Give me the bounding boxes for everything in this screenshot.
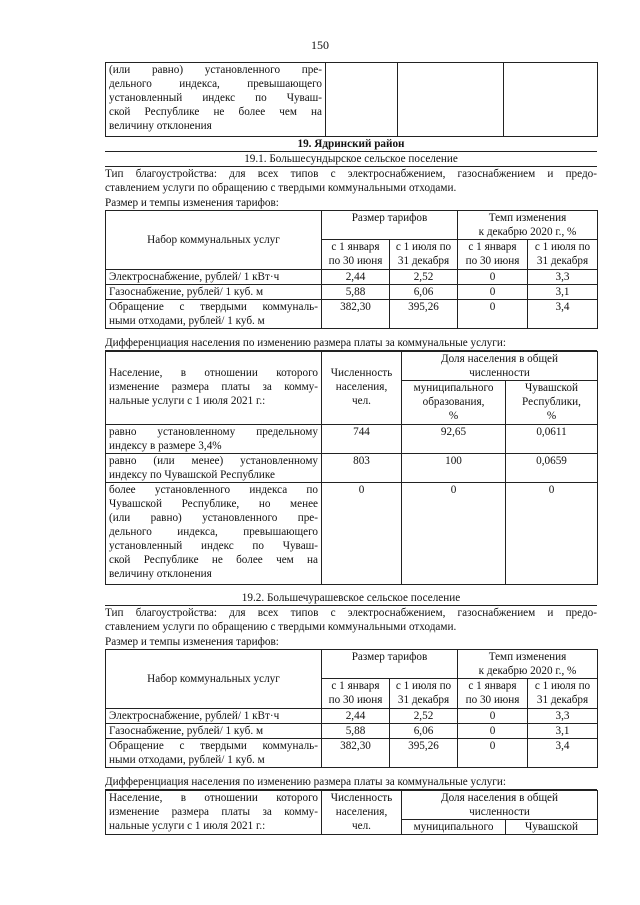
rate-header-line: Темп изменения [488,651,567,663]
settlement-type-text [105,606,597,634]
header-line: чел. [352,820,371,832]
table-row [106,270,598,285]
header-line: Численность [330,367,393,379]
header-line: нальные услуги с 1 июля 2021 г.: [109,820,266,832]
diff-caption: Дифференциация населения по изменению размера платы за коммунальные услуги: [105,775,597,790]
group-line: равно (или менее) установленному [109,455,318,467]
sub-line: 31 декабря [536,694,589,706]
sub-line: с 1 января [331,680,380,692]
tariff-caption: Размер и темпы изменения тарифов: [105,636,279,648]
header-line: численности [469,806,530,818]
sub-line: с 1 января [468,680,517,692]
group-line: величину отклонения [109,568,212,580]
value-cell: 3,3 [528,270,598,285]
sub-header [322,240,390,270]
group-line: индексу по Чувашской Республике [109,469,275,481]
republic-share-cell: 0,0659 [506,454,598,483]
group-line: Чувашской Республике, но менее [109,498,318,510]
settlement-title: 19.2. Большечурашевское сельское поселение [105,591,597,606]
value-cell: 6,06 [390,285,458,300]
empty-cell [326,63,398,137]
value-cell: 2,52 [390,270,458,285]
group-line: более установленного индекса по [109,484,318,496]
value-cell: 382,30 [322,300,390,329]
empty-cell [398,63,504,137]
count-cell: 0 [322,483,402,585]
sub-line: с 1 июля по [395,680,452,692]
sub-line: 31 декабря [397,255,450,267]
group-line: (или равно) установленного пре- [109,512,318,524]
service-header: Набор коммунальных услуг [106,650,322,709]
population-header [106,791,322,835]
group-line: дельного индекса, превышающего [109,526,318,538]
sub-line: 31 декабря [536,255,589,267]
type-line: Тип благоустройства: для всех типов с электроснабжением, газоснабжением и предо- [105,168,597,180]
fragment-line: (или равно) установленного пре- [109,64,322,76]
municipal-header [402,820,506,835]
republic-share-cell: 0 [506,483,598,585]
type-line: ставлением услуги по обращению с твердыми коммунальными отходами. [105,182,457,194]
tariff-table [105,649,598,768]
count-header [322,791,402,835]
service-line: ными отходами, рублей/ 1 куб. м [109,754,265,766]
district-title: 19. Ядринский район [105,137,597,152]
top-fragment-text [106,63,326,137]
population-group [106,454,322,483]
sub-line: по 30 июня [465,694,520,706]
republic-header [506,381,598,425]
header-line: изменение размера платы за комму- [109,806,318,818]
value-cell: 5,88 [322,285,390,300]
tariff-caption: Размер и темпы изменения тарифов: [105,197,279,209]
value-cell: 0 [458,285,528,300]
size-header: Размер тарифов [322,211,458,240]
header-line: муниципального [413,821,494,833]
population-group [106,483,322,585]
count-header [322,352,402,425]
value-cell: 3,4 [528,739,598,768]
settlement-title: 19.1. Большесундырское сельское поселение [105,152,597,167]
value-cell: 382,30 [322,739,390,768]
header-line: Доля населения в общей [440,353,559,365]
value-cell: 2,52 [390,709,458,724]
service-name [106,739,322,768]
value-cell: 0 [458,270,528,285]
sub-line: с 1 июля по [534,680,591,692]
header-line: Численность [330,792,393,804]
sub-header [458,240,528,270]
page-number: 150 [311,38,329,52]
header-line: изменение размера платы за комму- [109,381,318,393]
population-group [106,425,322,454]
header-line: Население, в отношении которого [109,367,318,379]
tariff-table [105,210,598,329]
municipal-share-cell: 0 [402,483,506,585]
table-row [106,483,598,585]
value-cell: 0 [458,300,528,329]
header-line: населения, [335,381,388,393]
group-line: установленный индекс по Чуваш- [109,540,318,552]
value-cell: 5,88 [322,724,390,739]
count-cell: 744 [322,425,402,454]
header-line: муниципального [413,382,494,394]
table-row [106,454,598,483]
header-line: Республики, [522,396,581,408]
value-cell: 3,3 [528,709,598,724]
value-cell: 0 [458,739,528,768]
count-cell: 803 [322,454,402,483]
header-line: Чувашской [525,382,578,394]
header-line: Доля населения в общей [440,792,559,804]
service-name: Электроснабжение, рублей/ 1 кВт·ч [106,709,322,724]
sub-header [528,679,598,709]
sub-header [528,240,598,270]
sub-line: по 30 июня [328,255,383,267]
municipal-header [402,381,506,425]
sub-line: с 1 июля по [395,241,452,253]
republic-header [506,820,598,835]
table-row [106,300,598,329]
group-line: равно установленному предельному [109,426,318,438]
sub-line: с 1 января [331,241,380,253]
diff-table [105,790,598,835]
group-line: индексу в размере 3,4% [109,440,222,452]
sub-line: по 30 июня [465,255,520,267]
table-row [106,285,598,300]
table-row [106,724,598,739]
population-header [106,352,322,425]
value-cell: 395,26 [390,300,458,329]
sub-line: с 1 июля по [534,241,591,253]
service-name [106,300,322,329]
value-cell: 3,1 [528,724,598,739]
table-row [106,709,598,724]
share-header [402,791,598,820]
service-line: Обращение с твердыми коммуналь- [109,740,318,752]
type-line: ставлением услуги по обращению с твердыми коммунальными отходами. [105,621,457,633]
empty-cell [504,63,598,137]
fragment-line: величину отклонения [109,120,212,132]
value-cell: 3,4 [528,300,598,329]
diff-caption: Дифференциация населения по изменению размера платы за коммунальные услуги: [105,336,597,351]
fragment-line: дельного индекса, превышающего [109,78,322,90]
sub-line: по 30 июня [328,694,383,706]
header-line: % [546,410,557,422]
fragment-line: установленный индекс по Чуваш- [109,92,322,104]
service-name: Газоснабжение, рублей/ 1 куб. м [106,724,322,739]
service-header: Набор коммунальных услуг [106,211,322,270]
header-line: Чувашской [525,821,578,833]
header-line: нальные услуги с 1 июля 2021 г.: [109,395,266,407]
header-line: Население, в отношении которого [109,792,318,804]
value-cell: 2,44 [322,709,390,724]
service-name: Газоснабжение, рублей/ 1 куб. м [106,285,322,300]
value-cell: 395,26 [390,739,458,768]
rate-header-line: к декабрю 2020 г., % [478,226,577,238]
municipal-share-cell: 92,65 [402,425,506,454]
sub-header [390,679,458,709]
fragment-line: ской Республике не более чем на [109,106,322,118]
table-row [106,425,598,454]
rate-header-line: Темп изменения [488,212,567,224]
share-header [402,352,598,381]
type-line: Тип благоустройства: для всех типов с электроснабжением, газоснабжением и предо- [105,607,597,619]
sub-header [322,679,390,709]
service-name: Электроснабжение, рублей/ 1 кВт·ч [106,270,322,285]
settlement-type-text [105,167,597,195]
header-line: численности [469,367,530,379]
service-line: Обращение с твердыми коммуналь- [109,301,318,313]
header-line: % [448,410,459,422]
municipal-share-cell: 100 [402,454,506,483]
sub-header [390,240,458,270]
header-line: населения, [335,806,388,818]
value-cell: 2,44 [322,270,390,285]
rate-header-line: к декабрю 2020 г., % [478,665,577,677]
rate-header [458,650,598,679]
top-fragment-table [105,62,598,137]
header-line: чел. [352,395,371,407]
header-line: образования, [422,396,485,408]
table-row [106,739,598,768]
sub-line: 31 декабря [397,694,450,706]
group-line: ской Республике не более чем на [109,554,318,566]
rate-header [458,211,598,240]
value-cell: 3,1 [528,285,598,300]
value-cell: 0 [458,724,528,739]
value-cell: 0 [458,709,528,724]
service-line: ными отходами, рублей/ 1 куб. м [109,315,265,327]
sub-line: с 1 января [468,241,517,253]
value-cell: 6,06 [390,724,458,739]
republic-share-cell: 0,0611 [506,425,598,454]
size-header: Размер тарифов [322,650,458,679]
diff-table [105,351,598,585]
sub-header [458,679,528,709]
